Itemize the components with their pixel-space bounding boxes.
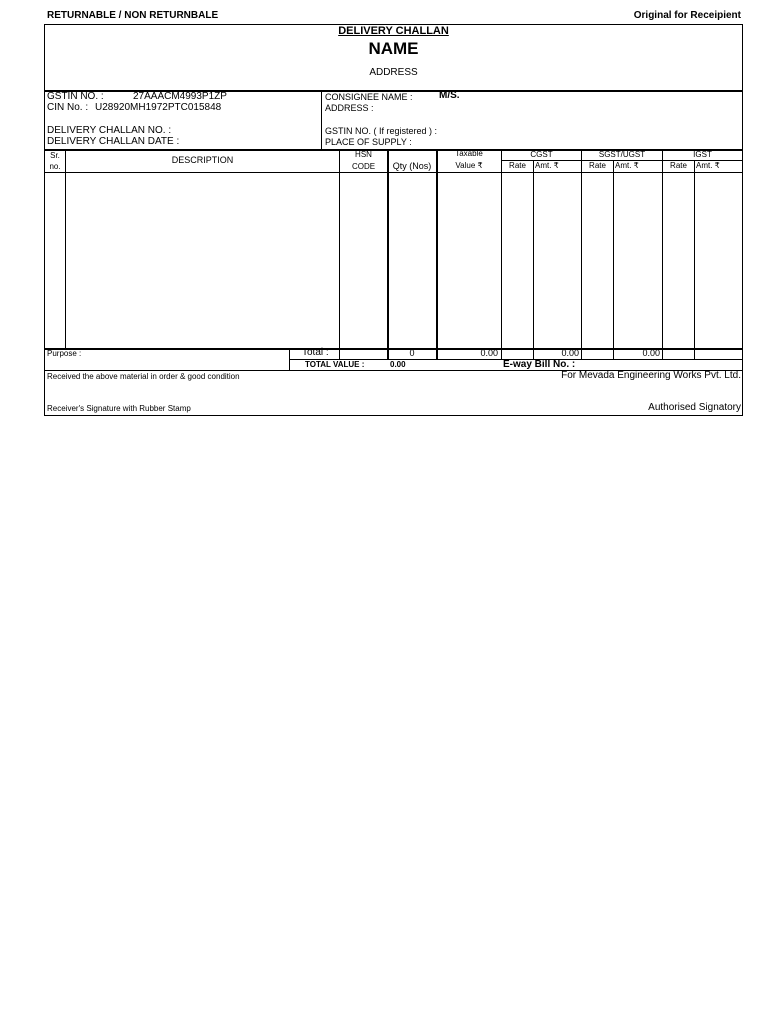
gstin-value: 27AAACM4993P1ZP — [133, 91, 227, 102]
total-label: Total : — [302, 347, 329, 358]
cgst-rate-header: Rate — [509, 161, 526, 170]
receiver-signature-label: Receiver's Signature with Rubber Stamp — [47, 404, 191, 413]
col-line-taxable — [501, 150, 502, 359]
sgst-amount-header: Amt. ₹ — [615, 161, 639, 170]
col-header-description: DESCRIPTION — [171, 155, 234, 165]
igst-rate-header: Rate — [670, 161, 687, 170]
consignee-gstin-label: GSTIN NO. ( If registered ) : — [325, 126, 438, 136]
cin-label: CIN No. : — [47, 102, 89, 113]
qty-total: 0 — [409, 348, 415, 358]
col-header-sr: Sr. no. — [49, 151, 61, 171]
purpose-label: Purpose : — [47, 349, 82, 358]
challan-no-label: DELIVERY CHALLAN NO. : — [47, 125, 172, 136]
col-line-cgst-rate — [533, 161, 534, 359]
gstin-label: GSTIN NO. : — [47, 91, 104, 102]
total-value-label: TOTAL VALUE : — [305, 360, 365, 369]
received-statement: Received the above material in order & good condition — [47, 372, 240, 381]
col-line-sgst — [662, 150, 663, 359]
table-header-bottom — [44, 172, 743, 173]
col-line-hsn — [387, 150, 389, 359]
col-line-qty — [436, 150, 438, 359]
col-line-cgst — [581, 150, 582, 359]
challan-date-label: DELIVERY CHALLAN DATE : — [47, 136, 180, 147]
col-line-sr — [65, 150, 66, 348]
cgst-amount-header: Amt. ₹ — [535, 161, 559, 170]
authorised-signatory-label: Authorised Signatory — [648, 402, 741, 413]
copy-type-label: Original for Receipient — [633, 10, 741, 21]
company-name: NAME — [368, 39, 419, 58]
col-header-cgst: CGST — [530, 150, 553, 159]
consignee-label: CONSIGNEE NAME : — [325, 92, 413, 102]
consignee-address-label: ADDRESS : — [325, 103, 374, 113]
cgst-total: 0.00 — [561, 348, 579, 358]
for-company-label: For Mevada Engineering Works Pvt. Ltd. — [561, 370, 741, 381]
col-header-qty: Qty (Nos) — [392, 161, 432, 171]
col-header-igst: IGST — [693, 150, 712, 159]
col-line-sgst-rate — [613, 161, 614, 359]
returnable-label: RETURNABLE / NON RETURNBALE — [47, 10, 219, 21]
taxable-total: 0.00 — [480, 348, 498, 358]
sgst-rate-header: Rate — [589, 161, 606, 170]
eway-bill-label: E-way Bill No. : — [503, 359, 576, 370]
party-divider — [321, 91, 322, 149]
cin-value: U28920MH1972PTC015848 — [95, 102, 222, 113]
col-header-hsn: HSN CODE — [351, 150, 376, 171]
consignee-value: M/S. — [439, 90, 460, 101]
document-title: DELIVERY CHALLAN — [338, 25, 449, 37]
col-line-desc — [339, 150, 340, 359]
place-of-supply-label: PLACE OF SUPPLY : — [325, 137, 412, 147]
col-header-sgst: SGST/UGST — [598, 150, 646, 159]
sgst-total: 0.00 — [642, 348, 660, 358]
company-address: ADDRESS — [369, 67, 418, 78]
total-value: 0.00 — [390, 360, 406, 369]
col-header-taxable: Taxable Value ₹ — [455, 149, 483, 170]
col-line-igst-rate — [694, 161, 695, 359]
igst-amount-header: Amt. ₹ — [696, 161, 720, 170]
